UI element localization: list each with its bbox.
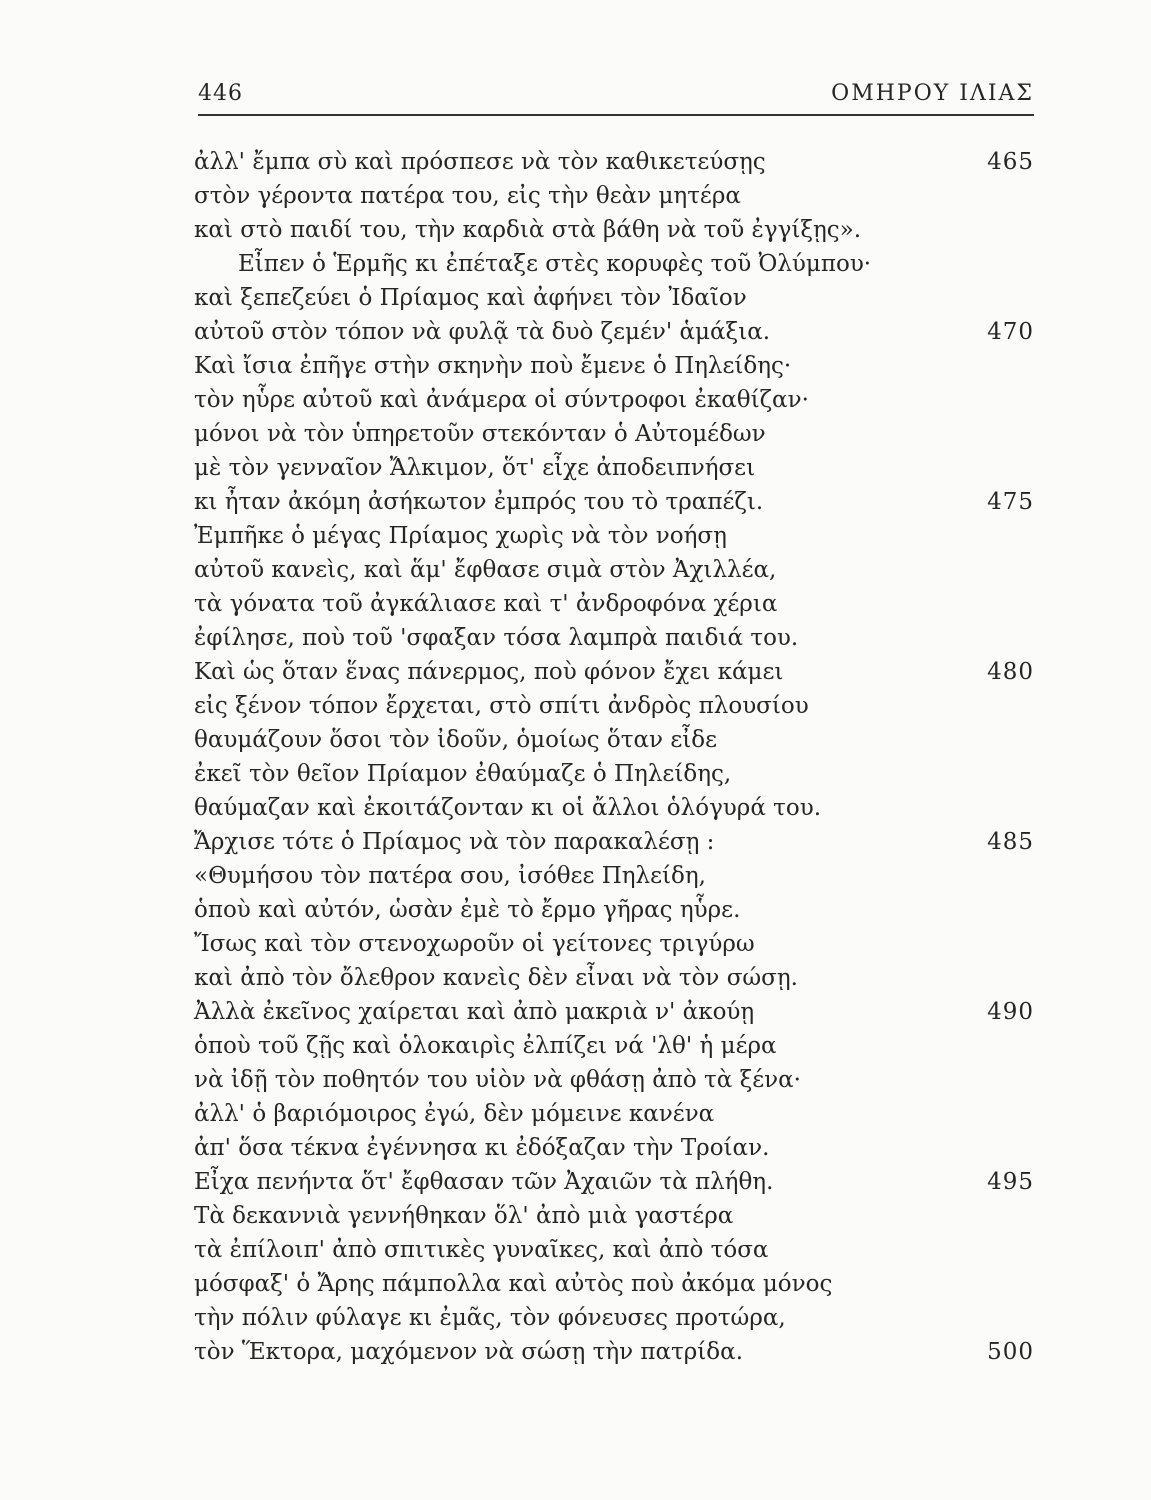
verse-text: «Θυμήσου τὸν πατέρα σου, ἰσόθεε Πηλείδη, — [194, 863, 706, 889]
page-header — [198, 80, 1034, 116]
verse-text: Ἐμπῆκε ὁ μέγας Πρίαμος χωρὶς νὰ τὸν νοήσῃ — [194, 523, 727, 549]
verse-line — [194, 417, 1034, 451]
verse-line — [194, 689, 1034, 723]
verse-line — [194, 315, 1034, 349]
verse-text: ἐκεῖ τὸν θεῖον Πρίαμον ἐθαύμαζε ὁ Πηλείδης, — [194, 761, 732, 787]
verse-line — [194, 451, 1034, 485]
verse-text: ὁποὺ καὶ αὐτόν, ὡσὰν ἐμὲ τὸ ἔρμο γῆρας ηὗρε. — [194, 897, 741, 923]
verse-text: νὰ ἰδῇ τὸν ποθητόν του υἱὸν νὰ φθάσῃ ἀπὸ τὰ ξένα· — [194, 1067, 801, 1093]
verse-line — [194, 621, 1034, 655]
verse-text: μόνοι νὰ τὸν ὑπηρετοῦν στεκόνταν ὁ Αὐτομέδων — [194, 421, 766, 447]
verse-line — [194, 995, 1034, 1029]
verse-line — [194, 213, 1034, 247]
verse-line — [194, 519, 1034, 553]
verse-text: Εἶπεν ὁ Ἑρμῆς κι ἐπέταξε στὲς κορυφὲς τοῦ Ὀλύμπου· — [238, 251, 872, 277]
line-number: 490 — [987, 999, 1034, 1025]
page-number: 446 — [198, 81, 243, 106]
verse-line — [194, 553, 1034, 587]
verse-line — [194, 1131, 1034, 1165]
verse-text: στὸν γέροντα πατέρα του, εἰς τὴν θεὰν μητέρα — [194, 183, 741, 209]
verse-text: καὶ ξεπεζεύει ὁ Πρίαμος καὶ ἀφήνει τὸν Ἰδαῖον — [194, 285, 747, 311]
header-rule — [198, 114, 1034, 116]
verse-line — [194, 1165, 1034, 1199]
verse-text: κι ἦταν ἀκόμη ἀσήκωτον ἐμπρός του τὸ τραπέζι. — [194, 489, 764, 515]
verse-line — [194, 485, 1034, 519]
verse-text: Τὰ δεκαννιὰ γεννήθηκαν ὅλ' ἀπὸ μιὰ γαστέρα — [194, 1203, 734, 1229]
verse-text: μὲ τὸν γενναῖον Ἄλκιμον, ὅτ' εἶχε ἀποδειπνήσει — [194, 455, 756, 481]
verse-line — [194, 179, 1034, 213]
verse-line — [194, 1199, 1034, 1233]
verse-line — [194, 723, 1034, 757]
verse-text: τὸν ηὗρε αὐτοῦ καὶ ἀνάμερα οἱ σύντροφοι ἐκαθίζαν· — [194, 387, 809, 413]
verse-text: αὐτοῦ κανεὶς, καὶ ἅμ' ἔφθασε σιμὰ στὸν Ἀχιλλέα, — [194, 557, 777, 583]
verse-text: Καὶ ὡς ὅταν ἕνας πάνερμος, ποὺ φόνον ἔχει κάμει — [194, 659, 784, 685]
line-number: 500 — [987, 1339, 1034, 1365]
verse-text: τὸν Ἕκτορα, μαχόμενον νὰ σώσῃ τὴν πατρίδα. — [194, 1339, 744, 1365]
verse-line — [194, 383, 1034, 417]
verse-text: αὐτοῦ στὸν τόπον νὰ φυλᾷ τὰ δυὸ ζεμέν' ἁμάξια. — [194, 319, 771, 345]
line-number: 470 — [987, 319, 1034, 345]
verse-line — [194, 859, 1034, 893]
verse-line — [194, 587, 1034, 621]
verse-line — [194, 757, 1034, 791]
line-number: 465 — [987, 149, 1034, 175]
verse-text: ἀπ' ὅσα τέκνα ἐγέννησα κι ἐδόξαζαν τὴν Τροίαν. — [194, 1135, 770, 1161]
line-number: 480 — [987, 659, 1034, 685]
running-title: ΟΜΗΡΟΥ ΙΛΙΑΣ — [831, 81, 1034, 106]
verse-line — [194, 927, 1034, 961]
verse-line — [194, 281, 1034, 315]
verse-text: εἰς ξένον τόπον ἔρχεται, στὸ σπίτι ἀνδρὸς πλουσίου — [194, 693, 809, 719]
verse-line — [194, 791, 1034, 825]
verse-text: μόσφαξ' ὁ Ἄρης πάμπολλα καὶ αὐτὸς ποὺ ἀκόμα μόνος — [194, 1271, 833, 1297]
verse-text: ἐφίλησε, ποὺ τοῦ 'σφαξαν τόσα λαμπρὰ παιδιά του. — [194, 625, 799, 651]
verse-text: Ἴσως καὶ τὸν στενοχωροῦν οἱ γείτονες τριγύρω — [194, 931, 755, 957]
verse-line — [194, 1097, 1034, 1131]
verse-line — [194, 961, 1034, 995]
verse-text: τὴν πόλιν φύλαγε κι ἐμᾶς, τὸν φόνευσες προτώρα, — [194, 1305, 786, 1331]
verse-text: τὰ γόνατα τοῦ ἀγκάλιασε καὶ τ' ἀνδροφόνα χέρια — [194, 591, 778, 617]
verse-text: Ἀλλὰ ἐκεῖνος χαίρεται καὶ ἀπὸ μακριὰ ν' ἀκούῃ — [194, 999, 755, 1025]
verse-text: τὰ ἐπίλοιπ' ἀπὸ σπιτικὲς γυναῖκες, καὶ ἀπὸ τόσα — [194, 1237, 769, 1263]
verse-line — [194, 893, 1034, 927]
verse-line — [194, 1029, 1034, 1063]
verse-text: θαύμαζαν καὶ ἐκοιτάζονταν κι οἱ ἄλλοι ὁλόγυρά του. — [194, 795, 822, 821]
verse-line — [194, 1301, 1034, 1335]
verse-text: Εἶχα πενήντα ὅτ' ἔφθασαν τῶν Ἀχαιῶν τὰ πλήθη. — [194, 1169, 774, 1195]
verse-line — [194, 1267, 1034, 1301]
verse-text: ὁποὺ τοῦ ζῇς καὶ ὁλοκαιρὶς ἐλπίζει νά 'λθ' ἡ μέρα — [194, 1033, 777, 1059]
verse-line — [194, 349, 1034, 383]
verse-line — [194, 825, 1034, 859]
verse-text: ἀλλ' ὁ βαριόμοιρος ἐγώ, δὲν μόμεινε κανένα — [194, 1101, 715, 1127]
verse-line — [194, 145, 1034, 179]
verse-text: καὶ ἀπὸ τὸν ὄλεθρον κανεὶς δὲν εἶναι νὰ τὸν σώσῃ. — [194, 965, 798, 991]
verse-text: καὶ στὸ παιδί του, τὴν καρδιὰ στὰ βάθη νὰ τοῦ ἐγγίξῃς». — [194, 217, 862, 243]
verse-block — [194, 145, 1034, 1369]
line-number: 485 — [987, 829, 1034, 855]
verse-line — [194, 1063, 1034, 1097]
verse-line — [194, 655, 1034, 689]
line-number: 475 — [987, 489, 1034, 515]
verse-line — [194, 1335, 1034, 1369]
verse-line — [194, 247, 1034, 281]
verse-text: θαυμάζουν ὅσοι τὸν ἰδοῦν, ὁμοίως ὅταν εἶδε — [194, 727, 718, 753]
line-number: 495 — [987, 1169, 1034, 1195]
verse-line — [194, 1233, 1034, 1267]
verse-text: ἀλλ' ἔμπα σὺ καὶ πρόσπεσε νὰ τὸν καθικετεύσῃς — [194, 149, 766, 175]
verse-text: Ἄρχισε τότε ὁ Πρίαμος νὰ τὸν παρακαλέσῃ : — [194, 829, 715, 855]
verse-text: Καὶ ἴσια ἐπῆγε στὴν σκηνὴν ποὺ ἔμενε ὁ Πηλείδης· — [194, 353, 792, 379]
